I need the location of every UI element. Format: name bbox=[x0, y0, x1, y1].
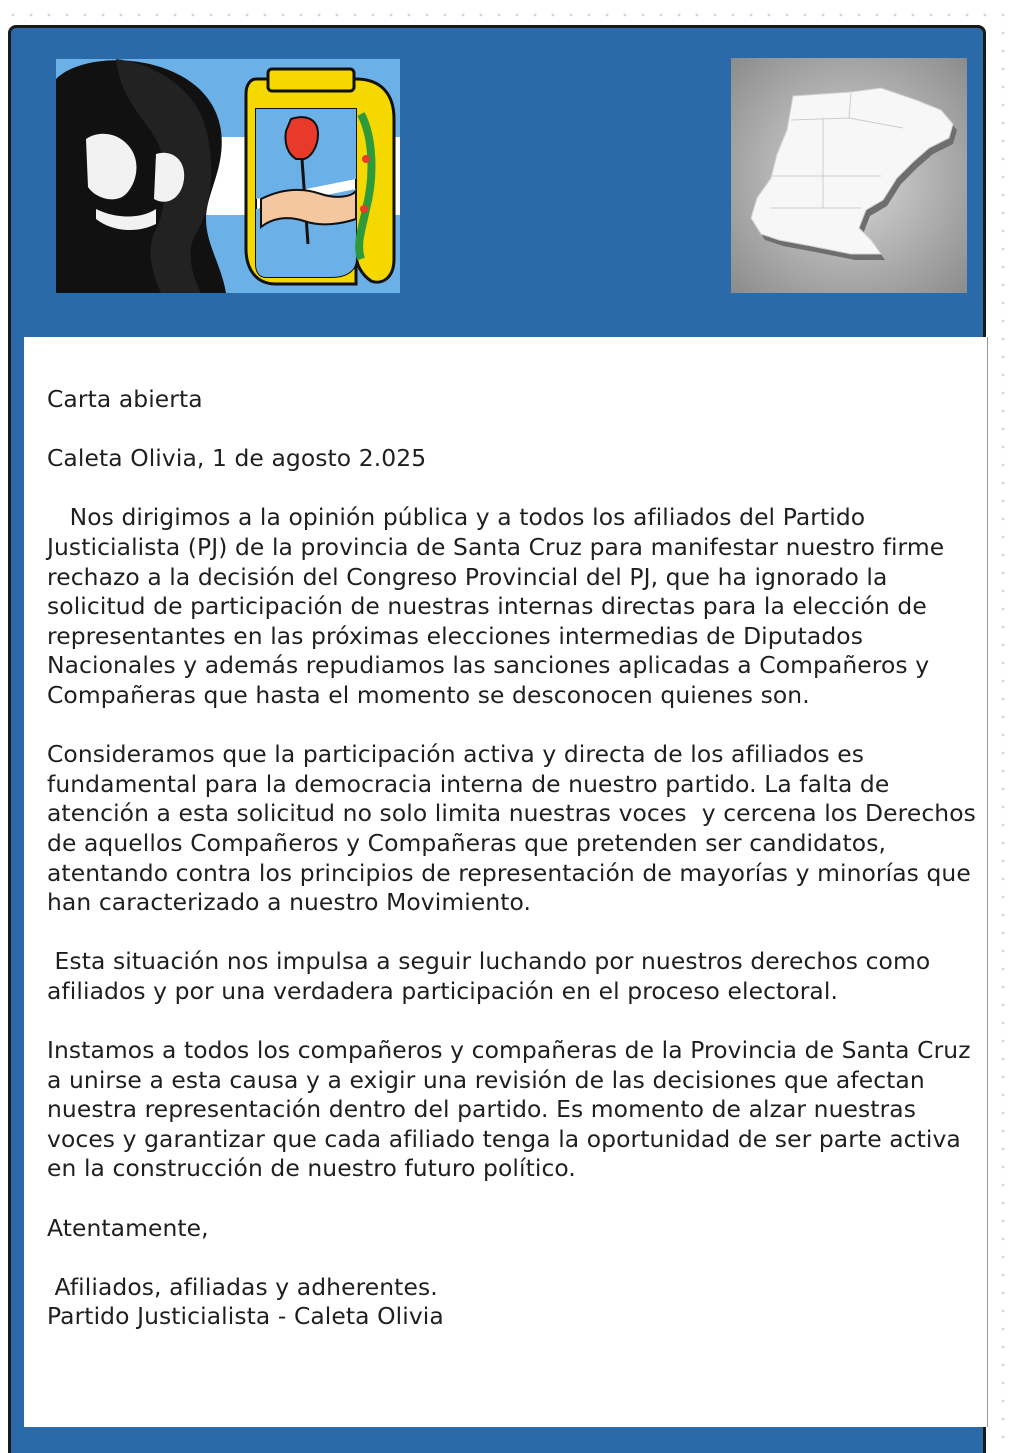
letter-date: Caleta Olivia, 1 de agosto 2.025 bbox=[47, 444, 427, 473]
letter-title: Carta abierta bbox=[47, 385, 203, 413]
letter-text bbox=[47, 385, 982, 1332]
silhouettes-icon bbox=[56, 59, 226, 293]
province-map-image bbox=[731, 58, 967, 293]
pj-logo-banner bbox=[56, 59, 400, 293]
pj-shield-icon bbox=[246, 69, 394, 284]
letter-signature-2: Partido Justicialista - Caleta Olivia bbox=[47, 1302, 444, 1331]
pj-logo-image bbox=[56, 59, 400, 293]
letter-paragraph-1: Nos dirigimos a la opinión pública y a todos los afiliados del Partido Justicialista (PJ) de la provincia de Santa Cruz para manifestar nuestro firme rechazo a la decisión del Congreso Provincial del PJ, que ha ignorado la solicitud de participación de nuestras internas directas para la elección de representantes en las próximas elecciones intermedias de Diputados Nacionales y además repudiamos las sanciones aplicadas a Compañeros y Compañeras que hasta el momento se desconocen quienes son. bbox=[47, 503, 952, 709]
letter-closing: Atentamente, bbox=[47, 1213, 209, 1242]
letter-signature-1: Afiliados, afiliadas y adherentes. bbox=[47, 1272, 438, 1301]
letter-paragraph-4: Instamos a todos los compañeros y compañeras de la Provincia de Santa Cruz a unirse a esta causa y a exigir una revisión de las decisiones que afectan nuestra representación dentro del partido. Es momento de alzar nuestras voces y garantizar que cada afiliado tenga la oportunidad de ser parte activa en la construcción de nuestro futuro político. bbox=[47, 1036, 979, 1183]
letter-body bbox=[24, 337, 988, 1427]
santa-cruz-map bbox=[731, 58, 967, 293]
letter-paragraph-3: Esta situación nos impulsa a seguir luchando por nuestros derechos como afiliados y por una verdadera participación en el proceso electoral. bbox=[47, 947, 938, 1005]
letter-paragraph-2: Consideramos que la participación activa y directa de los afiliados es fundamental para la democracia interna de nuestro partido. La falta de atención a esta solicitud no solo limita nuestras voces y cercena los Derechos de aquellos Compañeros y Compañeras que pretenden ser candidatos, atentando contra los principios de representación de mayorías y minorías que han caracterizado a nuestro Movimiento. bbox=[47, 740, 984, 917]
